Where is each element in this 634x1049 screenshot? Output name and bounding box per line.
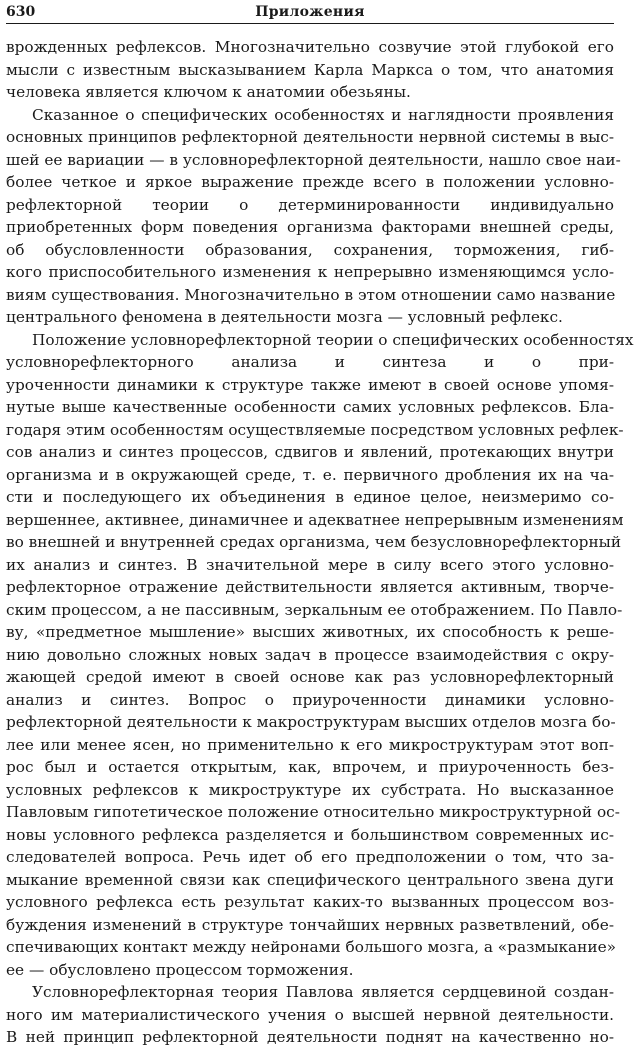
text-line: центрального феномена в деятельности мозга — условный рефлекс. (6, 308, 563, 326)
text-line: нутые выше качественные особенности самих условных рефлексов. Бла- (6, 398, 614, 416)
text-line: рефлекторное отражение действительности является активным, творче- (6, 578, 614, 596)
page-number: 630 (6, 4, 36, 20)
running-head (6, 2, 614, 24)
text-line: сти и последующего их объединения в единое целое, неизмеримо со- (6, 488, 614, 506)
text-line: условного рефлекса есть результат каких-то вызванных процессом воз- (6, 893, 614, 911)
text-line: рос был и остается открытым, как, впрочем, и приуроченность без- (6, 758, 614, 776)
text-line: во внешней и внутренней средах организма, чем безусловнорефлекторный (6, 533, 622, 551)
text-line: рефлекторной теории о детерминированности индивидуально (6, 195, 614, 214)
text-line: спечивающих контакт между нейронами большого мозга, а «размыкание» (6, 938, 616, 956)
text-line: В ней принцип рефлекторной деятельности поднят на качественно но- (6, 1028, 614, 1046)
text-line: Сказанное о специфических особенностях и наглядности проявления (32, 105, 614, 124)
text-line: организма и в окружающей среде, т. е. первичного дробления их на ча- (6, 465, 614, 484)
text-line: лее или менее ясен, но применительно к его микроструктурам этот воп- (6, 735, 614, 754)
text-line: приобретенных форм поведения организма факторами внешней среды, (6, 218, 614, 236)
text-line: более четкое и яркое выражение прежде всего в положении условно- (6, 173, 614, 191)
text-line: годаря этим особенностям осуществляемые посредством условных рефлек- (6, 420, 624, 439)
text-line: вершеннее, активнее, динамичнее и адекватнее непрерывным изменениям (6, 510, 624, 529)
header-rule (6, 23, 614, 24)
text-line: Положение условнорефлекторной теории о специфических особенностях (32, 330, 634, 349)
text-line: уроченности динамики к структуре также имеют в своей основе упомя- (6, 375, 614, 394)
text-line: буждения изменений в структуре тончайших нервных разветвлений, обе- (6, 915, 614, 934)
text-line: нию довольно сложных новых задач в процессе взаимодействия с окру- (6, 645, 614, 664)
text-line: виям существования. Многозначительно в этом отношении само название (6, 285, 616, 304)
text-line: ву, «предметное мышление» высших животных, их способность к реше- (6, 623, 614, 641)
text-line: об обусловленности образования, сохранения, торможения, гиб- (6, 240, 614, 259)
text-line: шей ее вариации — в условнорефлекторной деятельности, нашло свое наи- (6, 150, 621, 169)
text-line: условнорефлекторного анализа и синтеза и о при- (6, 353, 614, 371)
text-line: анализ и синтез. Вопрос о приуроченности динамики условно- (6, 690, 614, 709)
text-line: Павловым гипотетическое положение относительно микроструктурной ос- (6, 803, 620, 821)
text-line: следователей вопроса. Речь идет об его предположении о том, что за- (6, 848, 614, 866)
text-line: человека является ключом к анатомии обезьяны. (6, 83, 411, 101)
text-line: новы условного рефлекса разделяется и большинством современных ис- (6, 825, 614, 844)
text-line: основных принципов рефлекторной деятельности нервной системы в выс- (6, 128, 614, 146)
text-line: врожденных рефлексов. Многозначительно созвучие этой глубокой его (6, 38, 614, 56)
text-line: Условнорефлекторная теория Павлова является сердцевиной создан- (32, 983, 614, 1001)
text-line: сов анализ и синтез процессов, сдвигов и явлений, протекающих внутри (6, 443, 614, 461)
text-line: ее — обусловлено процессом торможения. (6, 960, 354, 979)
body-text (6, 36, 634, 1049)
text-line: жающей средой имеют в своей основе как раз условнорефлекторный (6, 668, 614, 686)
text-line: ским процессом, а не пассивным, зеркальным ее отображением. По Павло- (6, 600, 623, 619)
text-line: их анализ и синтез. В значительной мере в силу всего этого условно- (6, 555, 614, 574)
section-title: Приложения (255, 4, 365, 20)
text-line: мысли с известным высказыванием Карла Маркса о том, что анатомия (6, 60, 614, 79)
text-line: рефлекторной деятельности к макроструктурам высших отделов мозга бо- (6, 713, 616, 731)
text-line: условных рефлексов к микроструктуре их субстрата. Но высказанное (6, 780, 614, 799)
text-line: мыкание временной связи как специфического центрального звена дуги (6, 870, 614, 889)
text-line: кого приспособительного изменения к непрерывно изменяющимся усло- (6, 263, 614, 281)
text-line: ного им материалистического учения о высшей нервной деятельности. (6, 1005, 614, 1024)
